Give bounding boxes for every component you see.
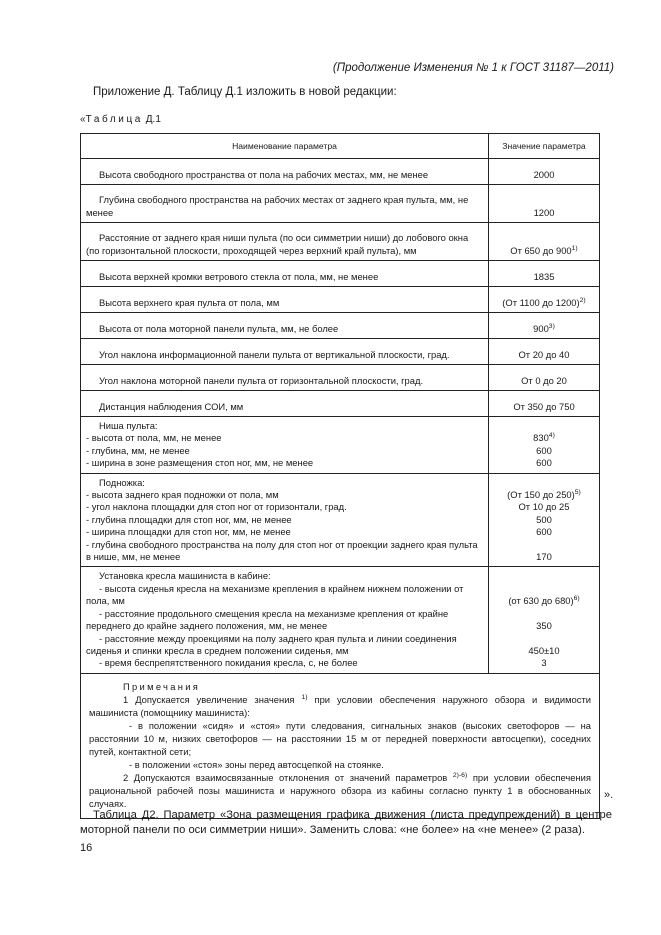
note-1-text-a: 1 Допускается увеличение значения bbox=[123, 693, 302, 705]
note-2 bbox=[89, 771, 591, 810]
amendment-paragraph: Таблица Д2. Параметр «Зона размещения графика движения (листа предупреждений) в центре моторной панели по оси симметрии ниши». Заменить слова: «не более» на «не менее» (2 раза). bbox=[80, 809, 612, 836]
table-row bbox=[81, 313, 600, 339]
footnote-ref: 3) bbox=[548, 322, 555, 330]
param-value: (от 630 до 680) bbox=[508, 595, 574, 607]
table-row bbox=[81, 287, 600, 313]
note-1 bbox=[89, 693, 591, 719]
param-name: Дистанция наблюдения СОИ, мм bbox=[99, 400, 244, 412]
sub-param: - глубина, мм, не менее bbox=[86, 444, 190, 456]
param-value: 900 bbox=[533, 322, 549, 334]
note-2-text-a: 2 Допускаются взаимосвязанные отклонения от значений параметров bbox=[123, 771, 453, 783]
param-name: Глубина свободного пространства на рабочих местах от заднего края пульта, мм, не менее bbox=[86, 194, 469, 218]
group-title: Подножка: bbox=[99, 476, 145, 488]
sub-param: - расстояние продольного смещения кресла на механизме крепления от крайне переднего до крайне заднего положения, мм, не менее bbox=[86, 607, 449, 632]
param-name: Расстояние от заднего края ниши пульта (по оси симметрии ниши) до лобового окна (по горизонтальной плоскости, проходящей через верхний край пульта), мм bbox=[86, 232, 469, 256]
param-value: От 350 до 750 bbox=[513, 400, 575, 412]
footnote-ref: 2) bbox=[579, 296, 586, 304]
param-value: От 0 до 20 bbox=[521, 374, 567, 386]
table-row-seat bbox=[81, 567, 600, 673]
table-row-footrest bbox=[81, 473, 600, 567]
footnote-ref: 1) bbox=[571, 244, 578, 252]
sub-param: - ширина площадки для стоп ног, мм, не менее bbox=[86, 526, 291, 538]
intro-text: Приложение Д. Таблицу Д.1 изложить в новой редакции: bbox=[93, 86, 397, 98]
param-value: 830 bbox=[533, 432, 549, 444]
param-name: Угол наклона моторной панели пульта от горизонтальной плоскости, град. bbox=[99, 374, 424, 386]
param-name: Высота от пола моторной панели пульта, мм, не более bbox=[99, 322, 339, 334]
param-value: 450±10 bbox=[528, 644, 560, 656]
sub-param: - высота сиденья кресла на механизме крепления в крайнем нижнем положении от пола, мм bbox=[86, 582, 464, 607]
sub-param: - высота заднего края подножки от пола, мм bbox=[86, 489, 279, 501]
param-value: 2000 bbox=[533, 168, 555, 180]
footnote-ref: 4) bbox=[548, 432, 555, 440]
param-value: 1835 bbox=[533, 270, 555, 282]
param-name: Высота верхней кромки ветрового стекла от пола, мм, не менее bbox=[99, 270, 379, 282]
sub-param: - угол наклона площадки для стоп ног от горизонтали, град. bbox=[86, 501, 347, 513]
param-value: От 650 до 900 bbox=[510, 244, 572, 256]
table-header-row bbox=[81, 134, 600, 159]
group-title: Ниша пульта: bbox=[99, 420, 158, 431]
table-row bbox=[81, 223, 600, 261]
param-value: (От 150 до 250) bbox=[507, 489, 575, 501]
group-title: Установка кресла машиниста в кабине: bbox=[99, 570, 271, 582]
param-value: 170 bbox=[536, 551, 552, 563]
caption-prefix: « bbox=[80, 114, 86, 125]
table-row bbox=[81, 185, 600, 223]
note-1-text-b: при условии обеспечения наружного обзора и видимости машиниста (помощнику машиниста): bbox=[89, 693, 591, 718]
sub-param: - глубина свободного пространства на полу для стоп ног от проекции заднего края пульта в нише, мм, не менее bbox=[86, 538, 478, 563]
param-value: От 20 до 40 bbox=[518, 348, 570, 360]
caption-word: Таблица bbox=[85, 114, 143, 125]
sub-param: - время беспрепятственного покидания кресла, с, не более bbox=[99, 657, 358, 669]
param-value: 600 bbox=[536, 457, 552, 469]
param-name: Высота верхнего края пульта от пола, мм bbox=[99, 296, 280, 308]
param-value: От 10 до 25 bbox=[518, 501, 570, 513]
param-value: (От 1100 до 1200) bbox=[502, 296, 580, 308]
param-name: Угол наклона информационной панели пульта от вертикальной плоскости, град. bbox=[99, 348, 450, 360]
table-notes-row bbox=[81, 673, 600, 818]
parameters-table bbox=[80, 133, 600, 819]
param-value: 1200 bbox=[533, 206, 555, 218]
footnote-ref: 1) bbox=[301, 693, 308, 701]
sub-param: - ширина в зоне размещения стоп ног, мм, не менее bbox=[86, 457, 314, 469]
page-number: 16 bbox=[80, 842, 93, 854]
param-value: 600 bbox=[536, 444, 552, 456]
param-value: 600 bbox=[536, 526, 552, 538]
footnote-ref: 2)-6) bbox=[452, 771, 468, 779]
col-header-param: Наименование параметра bbox=[81, 134, 489, 159]
note-1-item: - в положении «сидя» и «стоя» пути следования, сигнальных знаков (высоких светофоров — на расстоянии 10 м, низких светофоров — на расстоянии 15 м от передней поверхности автосцепки), соседних путей, контактной сети; bbox=[89, 719, 591, 757]
table-row-niche bbox=[81, 417, 600, 474]
note-1-item: - в положении «стоя» зоны перед автосцепкой на стоянке. bbox=[129, 758, 384, 770]
footnote-ref: 6) bbox=[573, 595, 580, 603]
sub-param: - расстояние между проекциями на полу заднего края пульта и линии соединения сиденья и спинки кресла в среднем положении сиденья, мм bbox=[86, 632, 457, 656]
closing-quote: ». bbox=[604, 789, 614, 801]
footnote-ref: 5) bbox=[574, 489, 581, 497]
table-row bbox=[81, 159, 600, 185]
param-value: 3 bbox=[541, 657, 547, 669]
sub-param: - глубина площадки для стоп ног, мм, не менее bbox=[86, 513, 292, 525]
param-value: 500 bbox=[536, 513, 552, 525]
table-row bbox=[81, 365, 600, 391]
notes-heading: Примечания bbox=[123, 680, 201, 692]
continuation-header: (Продолжение Изменения № 1 к ГОСТ 31187—2011) bbox=[332, 62, 614, 74]
caption-number: Д.1 bbox=[145, 114, 161, 125]
note-2-text-b: при условии обеспечения рациональной рабочей позы машиниста и наружного обзора из кабины согласно пункту 1 в обоснованных случаях. bbox=[89, 771, 591, 809]
table-caption bbox=[80, 114, 161, 125]
sub-param: - высота от пола, мм, не менее bbox=[86, 432, 222, 444]
param-name: Высота свободного пространства от пола на рабочих местах, мм, не менее bbox=[99, 168, 429, 180]
table-row bbox=[81, 261, 600, 287]
col-header-value: Значение параметра bbox=[489, 134, 600, 159]
table-row bbox=[81, 391, 600, 417]
table-row bbox=[81, 339, 600, 365]
param-value: 350 bbox=[536, 620, 552, 632]
